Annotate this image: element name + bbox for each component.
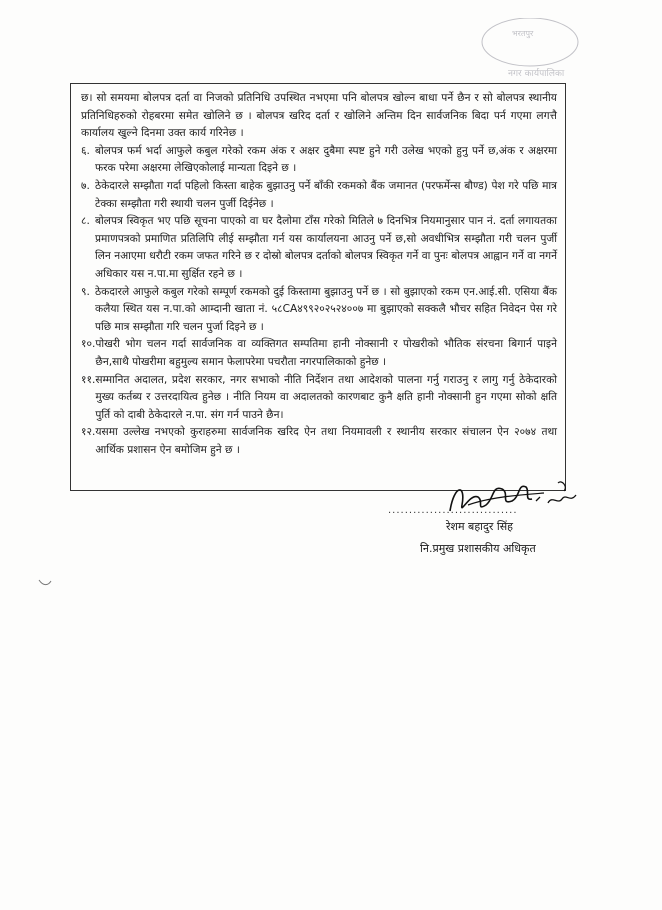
- signature-block: [380, 475, 600, 565]
- term-item-10: [81, 336, 557, 371]
- term-text: पोखरी भोग चलन गर्दा सार्वजनिक वा व्यक्तिगत सम्पतिमा हानी नोक्सानी र पोखरीको भौतिक संरचना बिगार्न पाइने छैन,साथै पोखरीमा बहुमुल्य समान फेलापरेमा पचरौता नगरपालिकाको हुनेछ ।: [95, 338, 557, 368]
- signatory-title: नि.प्रमुख प्रशासकीय अधिकृत: [420, 542, 536, 555]
- term-number: ७.: [81, 179, 90, 192]
- term-item-12: [81, 424, 557, 459]
- signature-line: ...............................: [388, 505, 518, 516]
- term-item-7: [81, 178, 557, 213]
- term-item-9: [81, 284, 557, 337]
- term-text: बोलपत्र स्विकृत भए पछि सूचना पाएको वा घर दैलोमा टाँस गरेको मितिले ७ दिनभित्र नियमानुसार पान नं. दर्ता लगायतका प्रमाणपत्रको प्रमाणित प्रतिलिपि लीई सम्झौता गर्न यस कार्यालयना आउनु पर्ने छ,सो अवधीभित्र सम्झौता गरी चलन पुर्जी लिन नआएमा धरौटी रकम जफत गरिने छ र दोस्रो बोलपत्र दर्ताको बोलपत्र स्विकृत गर्ने वा पुनः बोलपत्र आह्वान गर्ने वा नगर्ने अधिकार यस न.पा.मा सुर्क्षित रहने छ ।: [95, 215, 557, 280]
- handwritten-signature: [440, 475, 590, 523]
- intro-paragraph: छ। सो समयमा बोलपत्र दर्ता वा निजको प्रतिनिधि उपस्थित नभएमा पनि बोलपत्र खोल्न बाधा पर्ने छैन र सो बोलपत्र स्थानीय प्रतिनिधिहरुको रोहबरमा समेत खोलिने छ । बोलपत्र खरिद दर्ता र खोलिने अन्तिम दिन सार्वजनिक बिदा पर्न गएमा लगत्तै कार्यालय खुल्ने दिनमा उक्त कार्य गरिनेछ ।: [81, 92, 557, 140]
- signatory-name: रेशम बहादुर सिंह: [446, 520, 513, 533]
- office-stamp: [470, 18, 590, 78]
- svg-text:भरतपुर: भरतपुर: [512, 29, 534, 38]
- punch-hole-mark: [38, 578, 52, 586]
- terms-box: [70, 83, 566, 491]
- svg-text:नगर कार्यपालिका: नगर कार्यपालिका: [508, 69, 565, 78]
- term-item-8: [81, 213, 557, 283]
- term-number: १२.: [81, 426, 96, 439]
- term-item-6: [81, 143, 557, 178]
- term-text: यसमा उल्लेख नभएको कुराहरुमा सार्वजनिक खरिद ऐन तथा नियमावली र स्थानीय सरकार संचालन ऐन २०७४ तथा आर्थिक प्रशासन ऐन बमोजिम हुने छ ।: [95, 426, 557, 456]
- term-text: बोलपत्र फर्म भर्दा आफुले कबुल गरेको रकम अंक र अक्षर दुबैमा स्पष्ट हुने गरी उलेख भएको हुनु पर्ने छ,अंक र अक्षरमा फरक परेमा अक्षरमा लेखिएकोलाई मान्यता दिइने छ ।: [95, 144, 557, 175]
- term-number: १०.: [81, 338, 96, 351]
- term-text: सम्मानित अदालत, प्रदेश सरकार, नगर सभाको नीति निर्देशन तथा आदेशको पालना गर्नु गराउनु र लागु गर्नु ठेकेदारको मुख्य कर्तब्य र उत्तरदायित्व हुनेछ । नीति नियम वा अदालतको कारणबाट कुनै क्षति हानी नोक्सानी हुन गएमा सोको क्षति पुर्ति को दाबी ठेकेदारले न.पा. संग गर्न पाउने छैन।: [95, 373, 557, 421]
- term-text: ठेकदारले आफुले कबुल गरेको सम्पूर्ण रकमको दुई किस्तामा बुझाउनु पर्ने छ । सो बुझाएको रकम एन.आई.सी. एसिया बैंक कलैया स्थित यस न.पा.को आम्दानी खाता नं. ५८CA४९९२०२५२४००७ मा बुझाएको सक्कलै भौचर सहित निवेदन पेस गरे पछि मात्र सम्झौता गरि चलन पुर्जा दिइने छ ।: [95, 285, 557, 333]
- term-number: ११.: [81, 373, 96, 386]
- term-text: ठेकेदारले सम्झौता गर्दा पहिलो किस्ता बाहेक बुझाउनु पर्ने बाँकी रकमको बैंक जमानत (परफर्मेन्स बौण्ड) पेश गरे पछि मात्र टेक्का सम्झौता गरी स्थायी चलन पुर्जी दिईनेछ ।: [95, 179, 557, 210]
- term-number: ६.: [81, 144, 90, 157]
- term-number: ८.: [81, 215, 90, 228]
- term-item-11: [81, 372, 557, 425]
- term-number: ९.: [81, 285, 90, 298]
